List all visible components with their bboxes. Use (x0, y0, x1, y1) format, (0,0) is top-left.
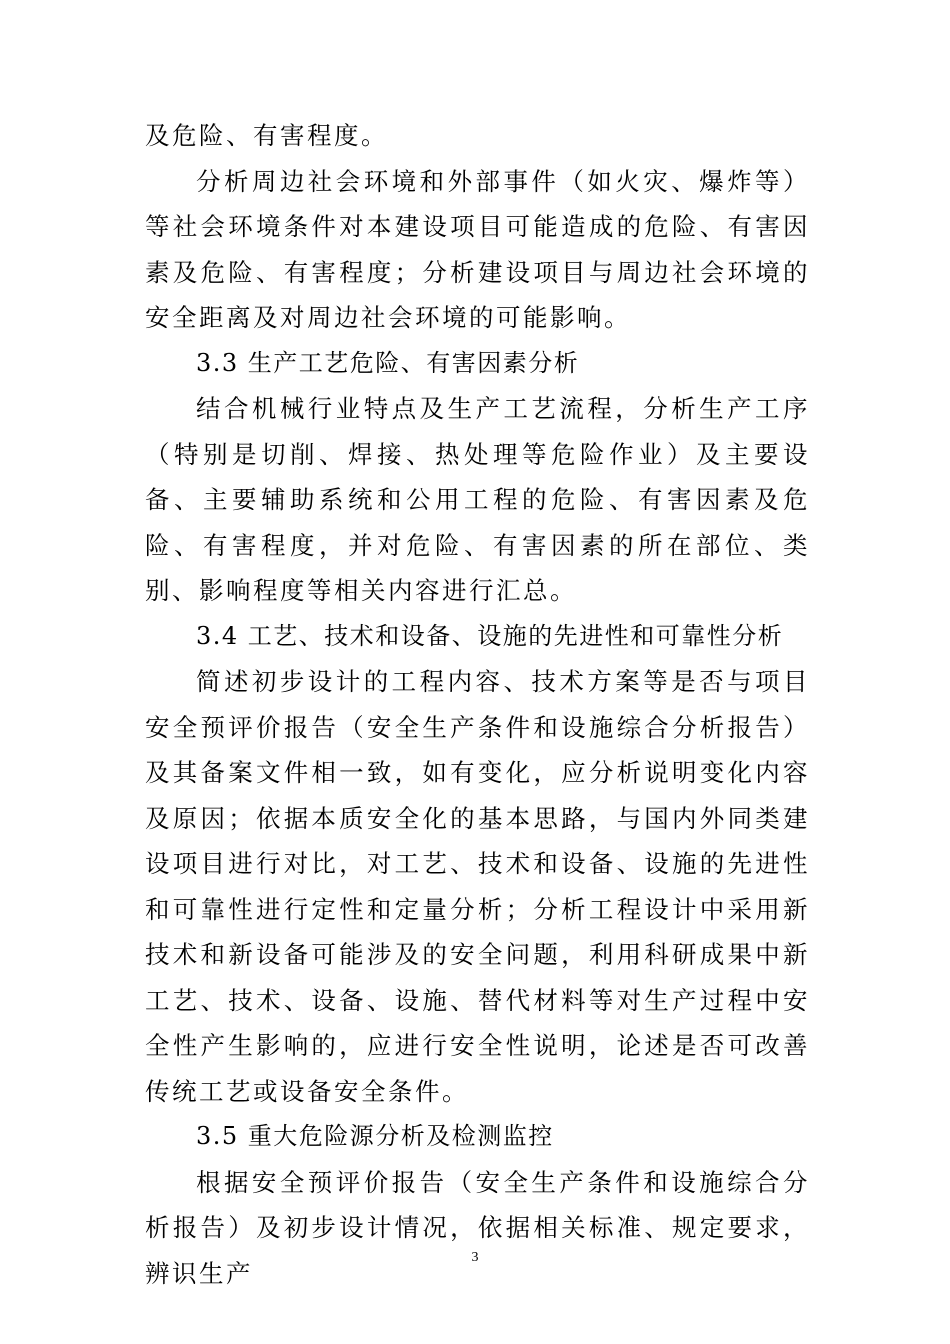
section-heading-3-5: 3.5 重大危险源分析及检测监控 (196, 1122, 554, 1150)
page-number: 3 (471, 1250, 479, 1265)
paragraph-continuation: 及危险、有害程度。 (145, 121, 388, 150)
section-heading-3-4: 3.4 工艺、技术和设备、设施的先进性和可靠性分析 (196, 621, 784, 650)
document-body (145, 113, 810, 1296)
paragraph-major-hazard-sources: 根据安全预评价报告（安全生产条件和设施综合分析报告）及初步设计情况，依据相关标准、规定要求，辨识生产 (145, 1167, 810, 1288)
paragraph-technology-analysis: 简述初步设计的工程内容、技术方案等是否与项目安全预评价报告（安全生产条件和设施综合分析报告）及其备案文件相一致，如有变化，应分析说明变化内容及原因；依据本质安全化的基本思路，与国内外同类建设项目进行对比，对工艺、技术和设备、设施的先进性和可靠性进行定性和定量分析；分析工程设计中采用新技术和新设备可能涉及的安全问题，利用科研成果中新工艺、技术、设备、设施、替代材料等对生产过程中安全性产生影响的，应进行安全性说明，论述是否可改善传统工艺或设备安全条件。 (145, 667, 810, 1106)
paragraph-social-environment: 分析周边社会环境和外部事件（如火灾、爆炸等）等社会环境条件对本建设项目可能造成的危险、有害因素及危险、有害程度；分析建设项目与周边社会环境的安全距离及对周边社会环境的可能影响。 (145, 166, 810, 332)
paragraph-process-hazards: 结合机械行业特点及生产工艺流程，分析生产工序（特别是切削、焊接、热处理等危险作业）及主要设备、主要辅助系统和公用工程的危险、有害因素及危险、有害程度，并对危险、有害因素的所在部位、类别、影响程度等相关内容进行汇总。 (145, 394, 810, 605)
section-heading-3-3: 3.3 生产工艺危险、有害因素分析 (196, 348, 580, 377)
